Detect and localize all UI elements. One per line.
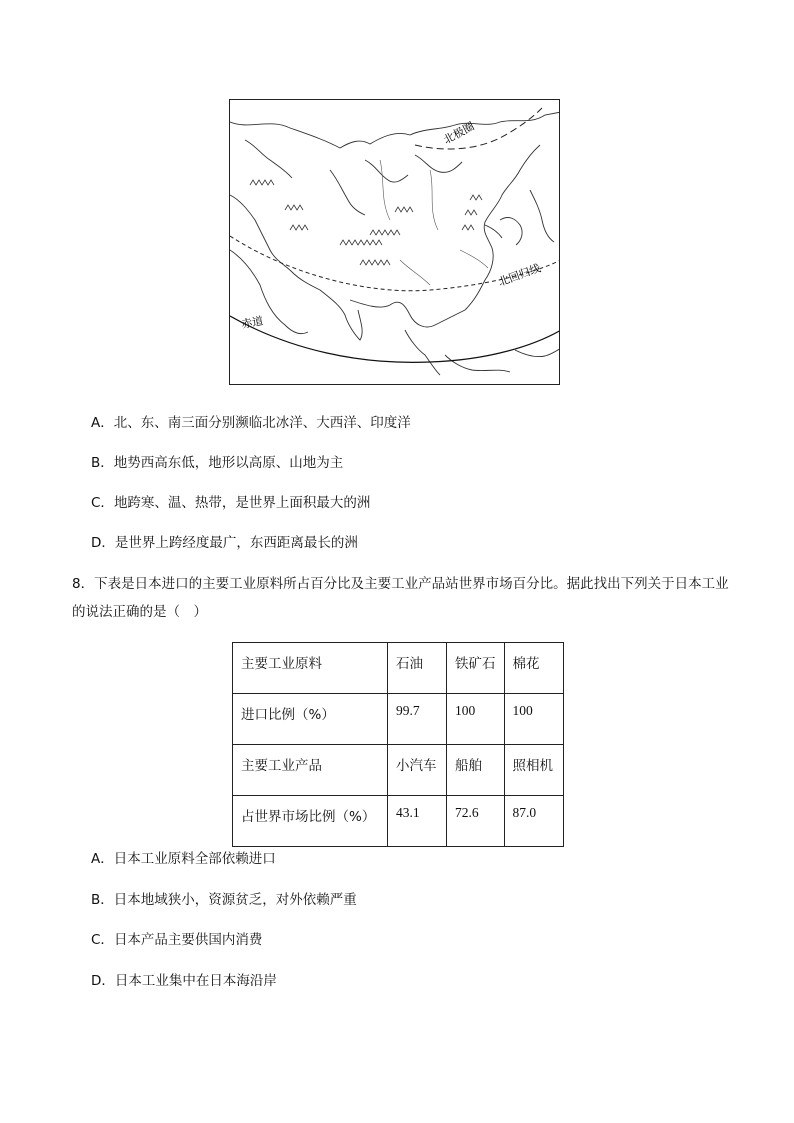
option-text: 日本产品主要供国内消费 xyxy=(113,932,263,948)
table-cell: 照相机 xyxy=(504,745,563,796)
table-cell: 占世界市场比例（%） xyxy=(233,796,388,847)
rivers xyxy=(380,160,488,285)
arctic-circle-line xyxy=(415,108,542,149)
table-cell: 72.6 xyxy=(447,796,505,847)
q8-stem: 8．下表是日本进口的主要工业原料所占百分比及主要工业产品站世界市场百分比。据此找出下列关于日本工业的说法正确的是（ ） xyxy=(72,576,729,620)
coastlines xyxy=(230,112,560,375)
asia-map xyxy=(230,100,560,385)
table-cell: 石油 xyxy=(388,643,447,694)
table-cell: 棉花 xyxy=(504,643,563,694)
table-cell: 87.0 xyxy=(504,796,563,847)
option-text: 地势西高东低，地形以高原、山地为主 xyxy=(113,455,344,471)
table-cell: 99.7 xyxy=(388,694,447,745)
table-cell: 主要工业原料 xyxy=(233,643,388,694)
q7-option-d xyxy=(91,534,358,552)
option-text: 地跨寒、温、热带，是世界上面积最大的洲 xyxy=(113,495,371,511)
q7-option-b xyxy=(91,454,343,472)
option-text: 日本工业集中在日本海沿岸 xyxy=(114,973,277,989)
tropic-of-cancer-label: 北回归线 xyxy=(496,261,543,289)
table-row xyxy=(233,694,564,745)
asia-map-figure xyxy=(229,99,560,385)
arctic-circle-label: 北极圈 xyxy=(441,119,477,147)
equator-label: 赤道 xyxy=(240,314,265,331)
option-letter: C． xyxy=(91,495,114,511)
option-letter: D． xyxy=(91,973,115,989)
q7-option-c xyxy=(91,494,370,512)
table-cell: 船舶 xyxy=(447,745,505,796)
q7-option-a xyxy=(91,414,411,432)
table-row xyxy=(233,796,564,847)
option-letter: B． xyxy=(91,455,114,471)
japan-industry-table xyxy=(232,642,564,847)
table-cell: 主要工业产品 xyxy=(233,745,388,796)
table-cell: 进口比例（%） xyxy=(233,694,388,745)
q8-option-d xyxy=(91,972,277,990)
option-letter: B． xyxy=(91,892,114,908)
option-text: 北、东、南三面分别濒临北冰洋、大西洋、印度洋 xyxy=(113,415,411,431)
option-letter: C． xyxy=(91,932,114,948)
q8-option-a xyxy=(91,850,276,868)
table-cell: 100 xyxy=(504,694,563,745)
table-row xyxy=(233,643,564,694)
option-text: 日本地域狭小，资源贫乏，对外依赖严重 xyxy=(113,892,357,908)
table-cell: 43.1 xyxy=(388,796,447,847)
option-text: 是世界上跨经度最广，东西距离最长的洲 xyxy=(114,535,358,551)
table-row xyxy=(233,745,564,796)
mountain-symbols xyxy=(250,180,482,265)
option-letter: D． xyxy=(91,535,115,551)
q8-option-c xyxy=(91,931,262,949)
table-cell: 铁矿石 xyxy=(447,643,505,694)
q8-option-b xyxy=(91,891,357,909)
table-cell: 100 xyxy=(447,694,505,745)
table-cell: 小汽车 xyxy=(388,745,447,796)
option-letter: A． xyxy=(91,851,114,867)
option-letter: A． xyxy=(91,415,114,431)
option-text: 日本工业原料全部依赖进口 xyxy=(113,851,276,867)
equator-line xyxy=(230,316,560,362)
